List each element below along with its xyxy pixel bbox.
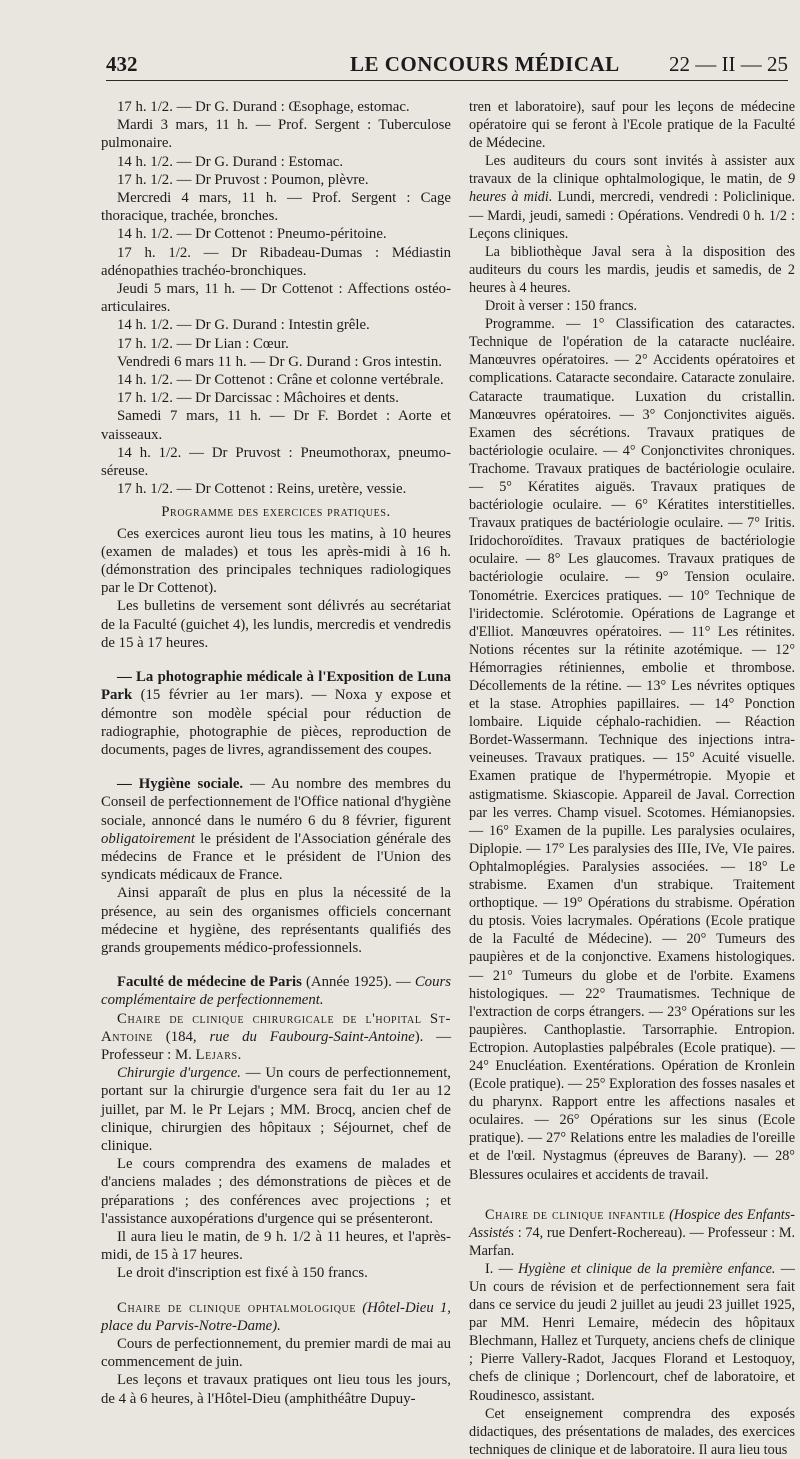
programme-paragraph: Programme. — 1° Classification des cataractes. Technique de l'opération de la cataracte nucléaire. Manœuvres opératoires. — 2° Accidents opératoires et complications. Cataracte secondaire. Cataracte zonulaire. Cataracte traumatique. Luxation du cristallin. Manœuvres opératoires. — 3° Conjonctivites aiguës. Examen des sécrétions. Travaux pratiques de bactériologie oculaire. — 4° Conjonctivites chroniques. Trachome. Travaux pratiques de bactériologie oculaire. — 5° Kératites aiguës. Travaux pratiques de bactériologie oculaire. — 6° Kératites interstitielles. Travaux pratiques de bactériologie oculaire. — 7° Iritis. Iridochoroïdites. Travaux pratiques de bactériologie oculaire. — 8° Les glaucomes. Travaux pratiques de bactériologie oculaire. — 9° Tension oculaire. Tonométrie. Exercices pratiques. — 10° Technique de l'iridectomie. Sclérotomie. Opérations de Lagrange et d'Elliot. Manœuvres opératoires. — 11° Les rétinites. Notions récentes sur la rétinite azotémique. — 12° Hémorragies rétiniennes, embolie et thrombose. Décollements de la rétine. — 13° Les névrites optiques et la stase. Atrophies papillaires. — 14° Ponction lombaire. Liquide céphalo-rachidien. — Réaction Bordet-Wassermann. Technique des injections intra-veineuses. Travaux pratiques. — 15° Acuité visuelle. Examen pratique de l'hypermétropie. Myopie et astigmatisme. Skiascopie. Appareil de Javal. Correction par les verres. Champ visuel. Scotomes. Hémianopsies. — 16° Examen de la pupille. Les paralysies oculaires, Diplopie. — 17° Les paralysies des IIIe, IVe, VIe paires. Ophtalmoplégies. Paralysies associées. — 18° Le strabisme. Examen d'un strabique. Traitement orthoptique. — 19° Opérations du strabisme. Opération du ptosis. Voies lacrymales. Opérations (Ecole pratique de la Faculté de Médecine). — 20° Tumeurs des paupières et de la conjonctive. Examens histologiques. — 21° Tumeurs du globe et de l'orbite. Examens histologiques. — 22° Traumatismes. Technique de l'extraction de corps étrangers. — 23° Opérations sur les paupières. Canthoplastie. Tarsorraphie. Entropion. Ectropion. Autoplasties palpébrales (Ecole pratique). — 24° Enucléation. Exentérations. Opération de Kronlein (Ecole pratique). — 25° Exploration des fosses nasales et du pharynx. Rapport entre les affections nasales et oculaires. — 26° Opérations sur les sinus (Ecole pratique). — 27° Relations entre les maladies de l'oreille et de l'œil. Nystagmus (épreuves de Barany). — 28° Blessures oculaires et accidents de travail. (469, 316, 795, 1183)
faculte-course: Cours complémentaire de perfectionnement. (101, 974, 451, 1009)
urgence-title: Chirurgie d'urgence. (117, 1065, 241, 1082)
ophtalmo-paragraph: Les leçons et travaux pratiques ont lieu tous les jours, de 4 à 6 heures, à l'Hôtel-Dieu (amphithéâtre Dupuy- (101, 1372, 451, 1407)
spacer (101, 1283, 451, 1299)
chaire-name: Chaire de clinique infantile (485, 1206, 666, 1223)
exercices-paragraph: Les bulletins de versement sont délivrés au secrétariat de la Faculté (guichet 4), les lundis, mercredis et vendredis de 15 à 17 heures. (101, 598, 451, 651)
chaire-address: : 74, rue Denfert-Rochereau). — Professeur : M. Marfan. (469, 1224, 795, 1259)
chaire-street: rue du Faubourg-Saint-Antoine (209, 1028, 415, 1045)
schedule-line: 17 h. 1/2. — Dr G. Durand : Œsophage, estomac. (117, 99, 410, 115)
schedule-line: Mardi 3 mars, 11 h. — Prof. Sergent : Tuberculose pulmonaire. (101, 117, 451, 152)
schedule-line: 17 h. 1/2. — Dr Lian : Cœur. (117, 335, 289, 352)
infantile-paragraph: Cet enseignement comprendra des exposés didactiques, des présentations de malades, des exercices techniques de clinique et de laboratoire. Il aura lieu tous (469, 1405, 795, 1458)
schedule-line: 14 h. 1/2. — Dr G. Durand : Intestin grêle. (117, 317, 370, 334)
chaire-heading (101, 1299, 451, 1335)
hygiene-paragraph: Ainsi apparaît de plus en plus la nécessité de la présence, au sein des organismes officiels concernant médecine et hygiène, des représentants qualifiés des grands groupements médico-professionnels. (101, 885, 451, 956)
ophtalmo-text: Lundi, mercredi, vendredi : Policlinique. — Mardi, jeudi, samedi : Opérations. Vendredi 0 h. 1/2 : Leçons cliniques. (469, 189, 795, 242)
chaire-name: Chaire de clinique ophtalmologique (117, 1299, 357, 1316)
schedule-line: 17 h. 1/2. — Dr Cottenot : Reins, uretère, vessie. (117, 481, 407, 498)
ophtalmo-text: Les auditeurs du cours sont invités à assister aux travaux de la clinique ophtalmologique, le matin, de (469, 153, 795, 188)
spacer (101, 759, 451, 775)
schedule-line: Samedi 7 mars, 11 h. — Dr F. Bordet : Aorte et vaisseaux. (101, 408, 451, 443)
hygiene-title: — Hygiène sociale. (117, 776, 244, 793)
faculte-year: (Année 1925). — (301, 974, 415, 991)
photo-title: — La photographie médicale à l'Exposition de Luna Park (101, 669, 451, 704)
page-number: 432 (106, 52, 138, 76)
spacer (469, 1184, 795, 1206)
schedule-line: 14 h. 1/2. — Dr Pruvost : Pneumothorax, pneumo-séreuse. (101, 444, 451, 480)
spacer (101, 652, 451, 668)
journal-title: LE CONCOURS MÉDICAL (350, 52, 620, 76)
urgence-paragraph: Le cours comprendra des examens de malades et d'anciens malades ; des démonstrations de pièces et de préparations ; des conférences avec projections ; et l'assistance auxopérations d'urgence qui se présenteront. (101, 1156, 451, 1227)
ophtalmo-paragraph: Droit à verser : 150 francs. (485, 298, 638, 315)
urgence-paragraph: Le droit d'inscription est fixé à 150 francs. (117, 1265, 368, 1282)
schedule-line: 14 h. 1/2. — Dr Cottenot : Crâne et colonne vertébrale. (117, 372, 444, 389)
urgence-paragraph (101, 1064, 451, 1155)
schedule-line: Mercredi 4 mars, 11 h. — Prof. Sergent : Cage thoracique, trachée, bronches. (101, 190, 451, 225)
schedule-line: Jeudi 5 mars, 11 h. — Dr Cottenot : Affections ostéo-articulaires. (101, 281, 451, 316)
chaire-name: Chaire de clinique chirurgicale de l'hopital St-Antoine (101, 1010, 451, 1045)
chaire-professor: Lejars. (195, 1046, 242, 1063)
faculte-title: Faculté de médecine de Paris (117, 974, 302, 991)
chaire-heading (101, 1010, 451, 1065)
photo-text: (15 février au 1er mars). — Noxa y expose et démontre son modèle spécial pour réduction de radiographie, photographie de pièces, reproduction de documents, pages de livres, agrandissement des coupes. (101, 687, 451, 758)
chaire-heading (469, 1206, 795, 1260)
infantile-text: I. — (485, 1260, 519, 1277)
ophtalmo-paragraph: tren et laboratoire), sauf pour les leçons de médecine opératoire qui se feront à l'Ecole pratique de la Faculté de Médecine. (469, 99, 795, 152)
chaire-address: (Hôtel-Dieu 1, place du Parvis-Notre-Dame). (101, 1299, 451, 1334)
faculte-heading (101, 973, 451, 1009)
schedule-line: 17 h. 1/2. — Dr Pruvost : Poumon, plèvre. (117, 171, 369, 188)
schedule-line: 14 h. 1/2. — Dr G. Durand : Estomac. (117, 153, 344, 170)
hygiene-paragraph (101, 775, 451, 884)
schedule-line: 14 h. 1/2. — Dr Cottenot : Pneumo-péritoine. (117, 226, 387, 243)
hygiene-emphasis: obligatoirement (101, 830, 195, 847)
infantile-paragraph (469, 1260, 795, 1405)
ophtalmo-paragraph (469, 152, 795, 242)
page-header (106, 50, 788, 81)
infantile-text: — Un cours de révision et de perfectionnement sera fait dans ce service du jeudi 2 juillet au jeudi 23 juillet 1925, par MM. Henri Lemaire, médecin des hôpitaux Blechmann, Hallez et Turquety, anciens chefs de clinique ; Pierre Vallery-Radot, Jacques Florand et Lestoquoy, chefs de clinique ; Dorlencourt, chef de laboratoire, et Roudinesco, assistant. (469, 1260, 795, 1404)
urgence-paragraph: Il aura lieu le matin, de 9 h. 1/2 à 11 heures, et l'après-midi, de 15 à 17 heures. (101, 1228, 451, 1264)
issue-date: 22 — II — 25 (669, 52, 788, 76)
schedule-line: 17 h. 1/2. — Dr Ribadeau-Dumas : Médiastin adénopathies trachéo-bronchiques. (101, 244, 451, 279)
spacer (101, 957, 451, 973)
hygiene-text: le président de l'Association générale des médecins de France et le président de l'Union des syndicats médicaux de France. (101, 830, 451, 884)
hygiene-text: — Au nombre des membres du Conseil de perfectionnement de l'Office national d'hygiène sociale, annoncé dans le numéro 6 du 8 février, figurent (101, 776, 451, 829)
chaire-hospice: (Hospice des Enfants-Assistés (469, 1206, 795, 1241)
schedule-line: Vendredi 6 mars 11 h. — Dr G. Durand : Gros intestin. (117, 353, 442, 370)
schedule-line: 17 h. 1/2. — Dr Darcissac : Mâchoires et dents. (117, 390, 399, 407)
chaire-address: (184, (152, 1028, 210, 1045)
ophtalmo-paragraph: Cours de perfectionnement, du premier mardi de mai au commencement de juin. (101, 1336, 451, 1371)
infantile-title: Hygiène et clinique de la première enfance. (518, 1260, 776, 1277)
ophtalmo-hours: 9 heures à midi. (469, 171, 795, 206)
chaire-address: ). — Professeur : M. (101, 1028, 451, 1063)
urgence-text: — Un cours de perfectionnement, portant sur la chirurgie d'urgence sera fait du 1er au 12 juillet, par M. le Pr Lejars ; MM. Brocq, ancien chef de clinique, chirurgien des hôpitaux ; Séjournet, chef de clinique. (101, 1065, 452, 1154)
left-column (101, 98, 451, 1408)
photo-paragraph (101, 668, 451, 759)
exercices-heading: Programme des exercices pratiques. (161, 504, 391, 521)
ophtalmo-paragraph: La bibliothèque Javal sera à la disposition des auditeurs du cours les mardis, jeudis et samedis, de 2 heures à 4 heures. (469, 243, 795, 296)
exercices-paragraph: Ces exercices auront lieu tous les matins, à 10 heures (examen de malades) et tous les après-midi à 16 h. (démonstration des principales techniques radiologiques par le Dr Cottenot). (101, 525, 451, 597)
right-column (469, 98, 795, 1459)
